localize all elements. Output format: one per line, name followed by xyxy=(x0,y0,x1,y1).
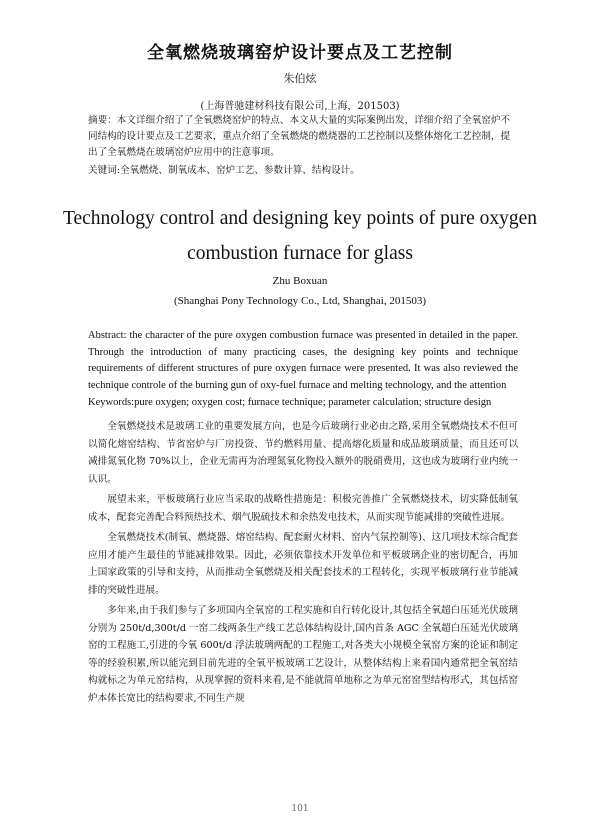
body-text xyxy=(88,418,518,710)
page-number: 101 xyxy=(291,804,309,814)
chinese-keywords: 关键词:全氧燃烧、制氧成本、窑炉工艺、参数计算、结构设计。 xyxy=(88,165,360,176)
body-paragraph-2: 展望未来，平板玻璃行业应当采取的战略性措施是：积极完善推广全氧燃烧技术，切实降低制氧成本，配套完善配合料预热技术、烟气脱硫技术和余热发电技术，从而实现节能减排的突破性进展。 xyxy=(88,494,518,523)
english-author: Zhu Boxuan xyxy=(272,275,328,287)
english-affiliation: (Shanghai Pony Technology Co., Ltd, Shanghai, 201503) xyxy=(173,295,426,307)
body-paragraph-3: 全氧燃烧技术(制氧、燃烧器、熔窑结构、配套耐火材料、窑内气氛控制等)、这几项技术综合配套应用才能产生最佳的节能减排效果。因此，必须依靠技术开发单位和平板玻璃企业的密切配合，再加上国家政策的引导和支持，从而推动全氧燃烧及相关配套技术的工程转化，实现平板玻璃行业节能减排的突破性进展。 xyxy=(88,532,518,596)
chinese-author: 朱伯炫 xyxy=(283,72,317,85)
english-title-line-2: combustion furnace for glass xyxy=(187,243,413,264)
english-abstract: Abstract: the character of the pure oxygen combustion furnace was presented in detailed in the paper. Through the introduction of many practicing cases, the designing key points and technique requirements of different structures of pure oxygen furnace were presented. It was also reviewed the technique controle of the burning gun of oxy-fuel furnace and melting technology, and the attention xyxy=(88,330,518,391)
chinese-title: 全氧燃烧玻璃窑炉设计要点及工艺控制 xyxy=(147,43,453,63)
body-paragraph-4: 多年来,由于我们参与了多项国内全氧窑的工程实施和自行转化设计,其包括全氧超白压延光伏玻璃分别为 250t/d,300t/d 一窑二线两条生产线工艺总体结构设计,国内首条 AGC 全氧超白压延光伏玻璃窑的工程施工,引进的今氧 600t/d 浮法玻璃两配的工程施工,对各类大小规模全氧窑方案的论证和制定等的经验积累,所以能完到目前先进的全氧平板玻璃工艺设计，从整体结构上来看国内通常把全氧窑结构就标之为单元窑结构，从现掌握的资料来看,是不能就简单地称之为单元窑窑型结构形式，其包括窑炉本体长宽比的结构要求,不同生产规 xyxy=(88,605,518,704)
english-title-line-1: Technology control and designing key points of pure oxygen xyxy=(62,208,538,229)
chinese-abstract: 摘要：本文详细介绍了了全氧燃烧窑炉的特点、本文从大量的实际案例出发，详细介绍了全氧窑炉不同结构的设计要点及工艺要求，重点介绍了全氧燃烧的燃烧器的工艺控制以及整体熔化工艺控制，提出了全氧燃烧在玻璃窑炉应用中的注意事项。 xyxy=(88,115,511,158)
english-keywords: Keywords:pure oxygen; oxygen cost; furnace technique; parameter calculation; structure design xyxy=(88,397,492,408)
body-paragraph-1: 全氧燃烧技术是玻璃工业的重要发展方向，也是今后玻璃行业必由之路,采用全氧燃烧技术不但可以简化熔窑结构、节省窑炉与厂房投资、节约燃料用量、提高熔化质量和成品玻璃质量，而且还可以减排氮氧化物 70%以上，企业无需再为治理氮氧化物投入额外的脱硝费用，这也成为玻璃行业内统一认识。 xyxy=(88,421,518,485)
chinese-affiliation: (上海普驰建材科技有限公司,上海，201503) xyxy=(200,101,400,112)
